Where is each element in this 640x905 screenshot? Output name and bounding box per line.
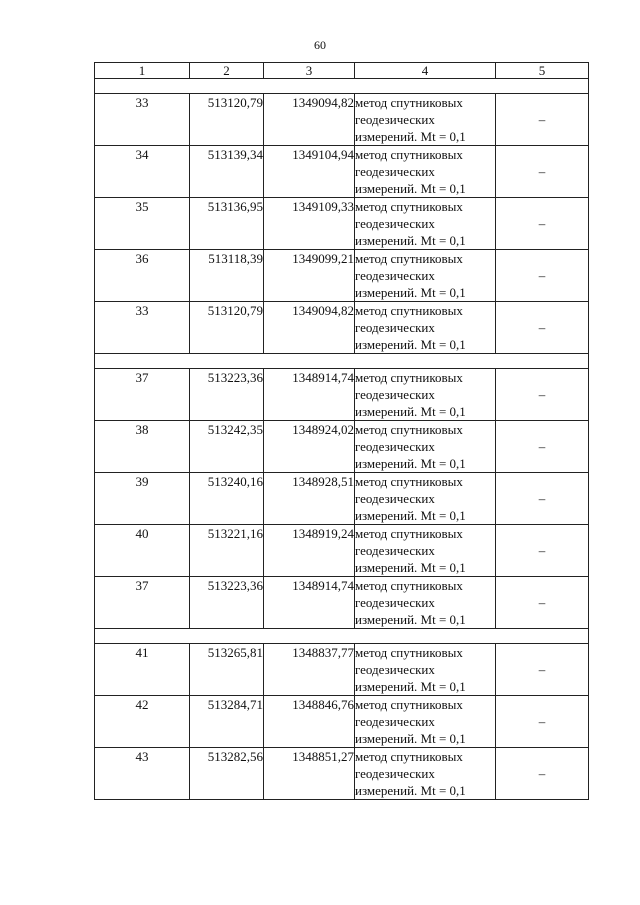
point-number-cell: 39 xyxy=(95,473,190,525)
note-cell: – xyxy=(496,94,589,146)
table-row xyxy=(95,748,589,800)
y-coordinate-cell: 1348914,74 xyxy=(264,577,355,629)
table-row xyxy=(95,421,589,473)
table-row xyxy=(95,473,589,525)
table-row xyxy=(95,644,589,696)
method-cell: метод спутниковых геодезических измерений. Mt = 0,1 xyxy=(355,94,496,146)
x-coordinate-cell: 513282,56 xyxy=(190,748,264,800)
group-separator-row xyxy=(95,79,589,94)
x-coordinate-cell: 513223,36 xyxy=(190,369,264,421)
table-row xyxy=(95,94,589,146)
note-cell: – xyxy=(496,369,589,421)
note-cell: – xyxy=(496,473,589,525)
x-coordinate-cell: 513136,95 xyxy=(190,198,264,250)
table-row xyxy=(95,250,589,302)
method-cell: метод спутниковых геодезических измерений. Mt = 0,1 xyxy=(355,577,496,629)
y-coordinate-cell: 1348837,77 xyxy=(264,644,355,696)
x-coordinate-cell: 513221,16 xyxy=(190,525,264,577)
method-cell: метод спутниковых геодезических измерений. Mt = 0,1 xyxy=(355,369,496,421)
column-number-row xyxy=(95,63,589,79)
method-cell: метод спутниковых геодезических измерений. Mt = 0,1 xyxy=(355,748,496,800)
x-coordinate-cell: 513240,16 xyxy=(190,473,264,525)
table-row xyxy=(95,525,589,577)
point-number-cell: 33 xyxy=(95,302,190,354)
y-coordinate-cell: 1348851,27 xyxy=(264,748,355,800)
point-number-cell: 42 xyxy=(95,696,190,748)
method-cell: метод спутниковых геодезических измерений. Mt = 0,1 xyxy=(355,644,496,696)
note-cell: – xyxy=(496,302,589,354)
point-number-cell: 35 xyxy=(95,198,190,250)
table-row xyxy=(95,696,589,748)
coordinates-table xyxy=(94,62,589,800)
y-coordinate-cell: 1349099,21 xyxy=(264,250,355,302)
point-number-cell: 41 xyxy=(95,644,190,696)
group-separator-cell xyxy=(95,629,589,644)
group-separator-cell xyxy=(95,354,589,369)
x-coordinate-cell: 513118,39 xyxy=(190,250,264,302)
method-cell: метод спутниковых геодезических измерений. Mt = 0,1 xyxy=(355,421,496,473)
table-row xyxy=(95,146,589,198)
note-cell: – xyxy=(496,577,589,629)
table-body xyxy=(95,79,589,800)
group-separator-row xyxy=(95,354,589,369)
method-cell: метод спутниковых геодезических измерений. Mt = 0,1 xyxy=(355,250,496,302)
point-number-cell: 37 xyxy=(95,577,190,629)
point-number-cell: 40 xyxy=(95,525,190,577)
x-coordinate-cell: 513120,79 xyxy=(190,94,264,146)
note-cell: – xyxy=(496,421,589,473)
method-cell: метод спутниковых геодезических измерений. Mt = 0,1 xyxy=(355,473,496,525)
y-coordinate-cell: 1349094,82 xyxy=(264,302,355,354)
y-coordinate-cell: 1348928,51 xyxy=(264,473,355,525)
page-number: 60 xyxy=(314,38,326,52)
table-row xyxy=(95,369,589,421)
column-number: 5 xyxy=(496,63,589,79)
method-cell: метод спутниковых геодезических измерений. Mt = 0,1 xyxy=(355,696,496,748)
x-coordinate-cell: 513139,34 xyxy=(190,146,264,198)
y-coordinate-cell: 1348924,02 xyxy=(264,421,355,473)
table-row xyxy=(95,302,589,354)
y-coordinate-cell: 1348846,76 xyxy=(264,696,355,748)
point-number-cell: 43 xyxy=(95,748,190,800)
group-separator-cell xyxy=(95,79,589,94)
note-cell: – xyxy=(496,250,589,302)
note-cell: – xyxy=(496,198,589,250)
y-coordinate-cell: 1348919,24 xyxy=(264,525,355,577)
method-cell: метод спутниковых геодезических измерений. Mt = 0,1 xyxy=(355,302,496,354)
x-coordinate-cell: 513242,35 xyxy=(190,421,264,473)
column-number: 3 xyxy=(264,63,355,79)
table-row xyxy=(95,198,589,250)
note-cell: – xyxy=(496,525,589,577)
y-coordinate-cell: 1349109,33 xyxy=(264,198,355,250)
y-coordinate-cell: 1348914,74 xyxy=(264,369,355,421)
x-coordinate-cell: 513265,81 xyxy=(190,644,264,696)
note-cell: – xyxy=(496,748,589,800)
point-number-cell: 34 xyxy=(95,146,190,198)
method-cell: метод спутниковых геодезических измерений. Mt = 0,1 xyxy=(355,146,496,198)
column-number: 4 xyxy=(355,63,496,79)
note-cell: – xyxy=(496,146,589,198)
point-number-cell: 37 xyxy=(95,369,190,421)
y-coordinate-cell: 1349104,94 xyxy=(264,146,355,198)
table-row xyxy=(95,577,589,629)
x-coordinate-cell: 513223,36 xyxy=(190,577,264,629)
point-number-cell: 38 xyxy=(95,421,190,473)
point-number-cell: 36 xyxy=(95,250,190,302)
method-cell: метод спутниковых геодезических измерений. Mt = 0,1 xyxy=(355,525,496,577)
group-separator-row xyxy=(95,629,589,644)
column-number: 2 xyxy=(190,63,264,79)
note-cell: – xyxy=(496,644,589,696)
method-cell: метод спутниковых геодезических измерений. Mt = 0,1 xyxy=(355,198,496,250)
point-number-cell: 33 xyxy=(95,94,190,146)
column-number: 1 xyxy=(95,63,190,79)
x-coordinate-cell: 513284,71 xyxy=(190,696,264,748)
note-cell: – xyxy=(496,696,589,748)
x-coordinate-cell: 513120,79 xyxy=(190,302,264,354)
y-coordinate-cell: 1349094,82 xyxy=(264,94,355,146)
